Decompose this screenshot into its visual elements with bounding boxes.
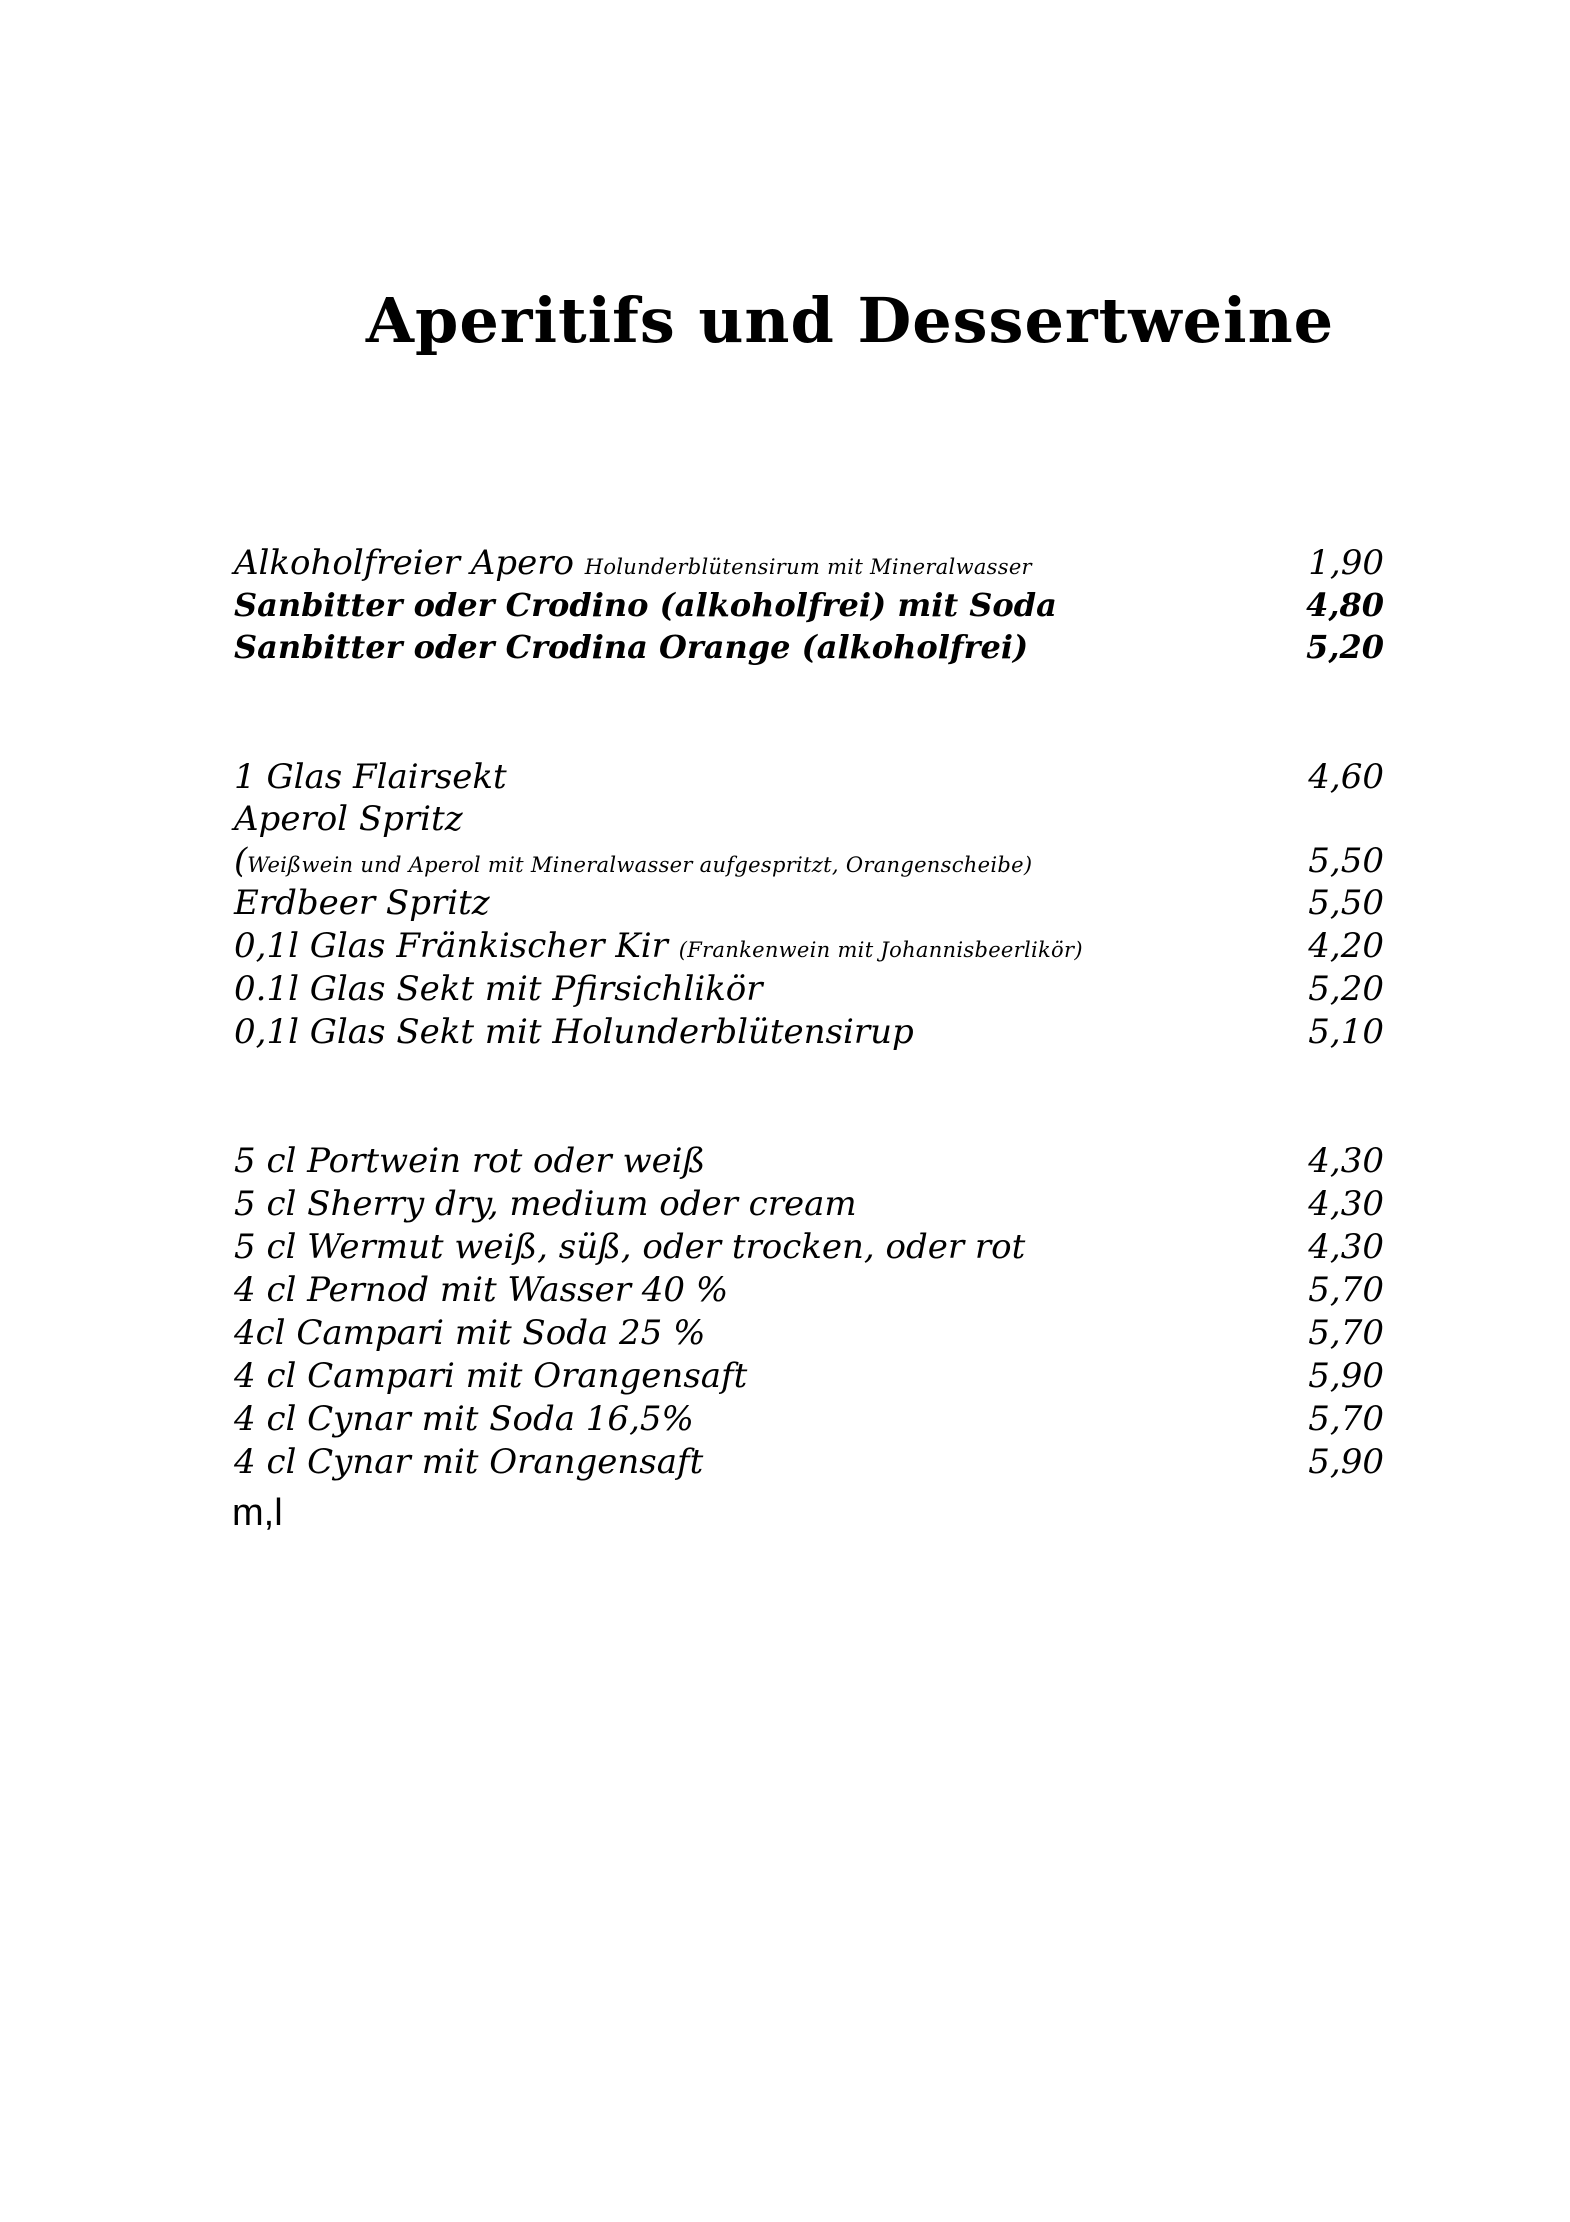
menu-item bbox=[234, 756, 1384, 798]
page-title-text: Aperitifs und Dessertweine bbox=[365, 284, 1335, 357]
stray-text: m,l bbox=[232, 1492, 283, 1534]
menu-item bbox=[234, 1226, 1384, 1268]
menu-item bbox=[234, 968, 1384, 1010]
menu-item bbox=[234, 925, 1384, 967]
menu-item-price: 5,90 bbox=[1308, 1356, 1384, 1396]
menu-item-price: 5,10 bbox=[1308, 1012, 1384, 1052]
item-note: Holunderblütensirum mit Mineralwasser bbox=[584, 555, 1032, 579]
menu-item-name: 0.1l Glas Sekt mit Pfirsichlikör bbox=[234, 969, 763, 1009]
page-title bbox=[0, 284, 1570, 357]
menu-item-name: 5 cl Wermut weiß, süß, oder trocken, oder rot bbox=[234, 1227, 1026, 1267]
menu-item-price: 4,30 bbox=[1308, 1141, 1384, 1181]
item-name-text: Alkoholfreier Apero bbox=[234, 543, 574, 583]
menu-item bbox=[234, 626, 1384, 668]
menu-item-name: 4cl Campari mit Soda 25 % bbox=[234, 1313, 706, 1353]
menu-item bbox=[234, 542, 1384, 584]
menu-item-name: 4 cl Cynar mit Soda 16,5% bbox=[234, 1399, 694, 1439]
menu-item bbox=[234, 1355, 1384, 1397]
menu-item-name: 5 cl Portwein rot oder weiß bbox=[234, 1141, 706, 1181]
menu-item-name bbox=[234, 840, 1032, 886]
menu-item-price: 4,30 bbox=[1308, 1184, 1384, 1224]
menu-item-price: 4,80 bbox=[1306, 586, 1384, 624]
menu-item-price: 4,20 bbox=[1308, 926, 1384, 966]
menu-item-name: 4 cl Campari mit Orangensaft bbox=[234, 1356, 748, 1396]
menu-item-price: 5,70 bbox=[1308, 1270, 1384, 1310]
item-name-text: 0,1l Glas Fränkischer Kir bbox=[234, 926, 668, 966]
menu-item-price: 5,90 bbox=[1308, 1442, 1384, 1482]
menu-item-name: Aperol Spritz bbox=[234, 799, 463, 839]
menu-item bbox=[234, 1140, 1384, 1182]
menu-item-name: Erdbeer Spritz bbox=[234, 883, 490, 923]
menu-item bbox=[234, 1312, 1384, 1354]
menu-item-price: 5,50 bbox=[1308, 841, 1384, 881]
menu-item-name: 0,1l Glas Sekt mit Holunderblütensirup bbox=[234, 1012, 914, 1052]
menu-item-price: 4,30 bbox=[1308, 1227, 1384, 1267]
item-name-text: ( bbox=[234, 841, 248, 881]
menu-item-name: 1 Glas Flairsekt bbox=[234, 757, 507, 797]
menu-item-name: Sanbitter oder Crodina Orange (alkoholfrei) bbox=[234, 628, 1029, 666]
menu-item bbox=[234, 1441, 1384, 1483]
menu-item-name bbox=[234, 542, 1032, 588]
menu-item-name: 4 cl Pernod mit Wasser 40 % bbox=[234, 1270, 729, 1310]
menu-item bbox=[234, 798, 1384, 840]
menu-item-price: 5,20 bbox=[1308, 969, 1384, 1009]
menu-item bbox=[234, 1398, 1384, 1440]
menu-item-price: 5,50 bbox=[1308, 883, 1384, 923]
menu-item bbox=[234, 840, 1384, 882]
menu-item-price: 1,90 bbox=[1308, 543, 1384, 583]
menu-item-name: Sanbitter oder Crodino (alkoholfrei) mit Soda bbox=[234, 586, 1057, 624]
menu-item-name: 5 cl Sherry dry, medium oder cream bbox=[234, 1184, 857, 1224]
menu-item-price: 5,70 bbox=[1308, 1399, 1384, 1439]
menu-item bbox=[234, 1183, 1384, 1225]
menu-item-name: 4 cl Cynar mit Orangensaft bbox=[234, 1442, 704, 1482]
menu-item-price: 4,60 bbox=[1308, 757, 1384, 797]
menu-item-price: 5,20 bbox=[1306, 628, 1384, 666]
menu-item bbox=[234, 882, 1384, 924]
item-note: Weißwein und Aperol mit Mineralwasser aufgespritzt, Orangenscheibe) bbox=[247, 853, 1033, 877]
menu-item bbox=[234, 1269, 1384, 1311]
menu-item-price: 5,70 bbox=[1308, 1313, 1384, 1353]
item-note: (Frankenwein mit Johannisbeerlikör) bbox=[678, 938, 1083, 962]
menu-item bbox=[234, 584, 1384, 626]
menu-item-name bbox=[234, 925, 1083, 971]
menu-item bbox=[234, 1011, 1384, 1053]
